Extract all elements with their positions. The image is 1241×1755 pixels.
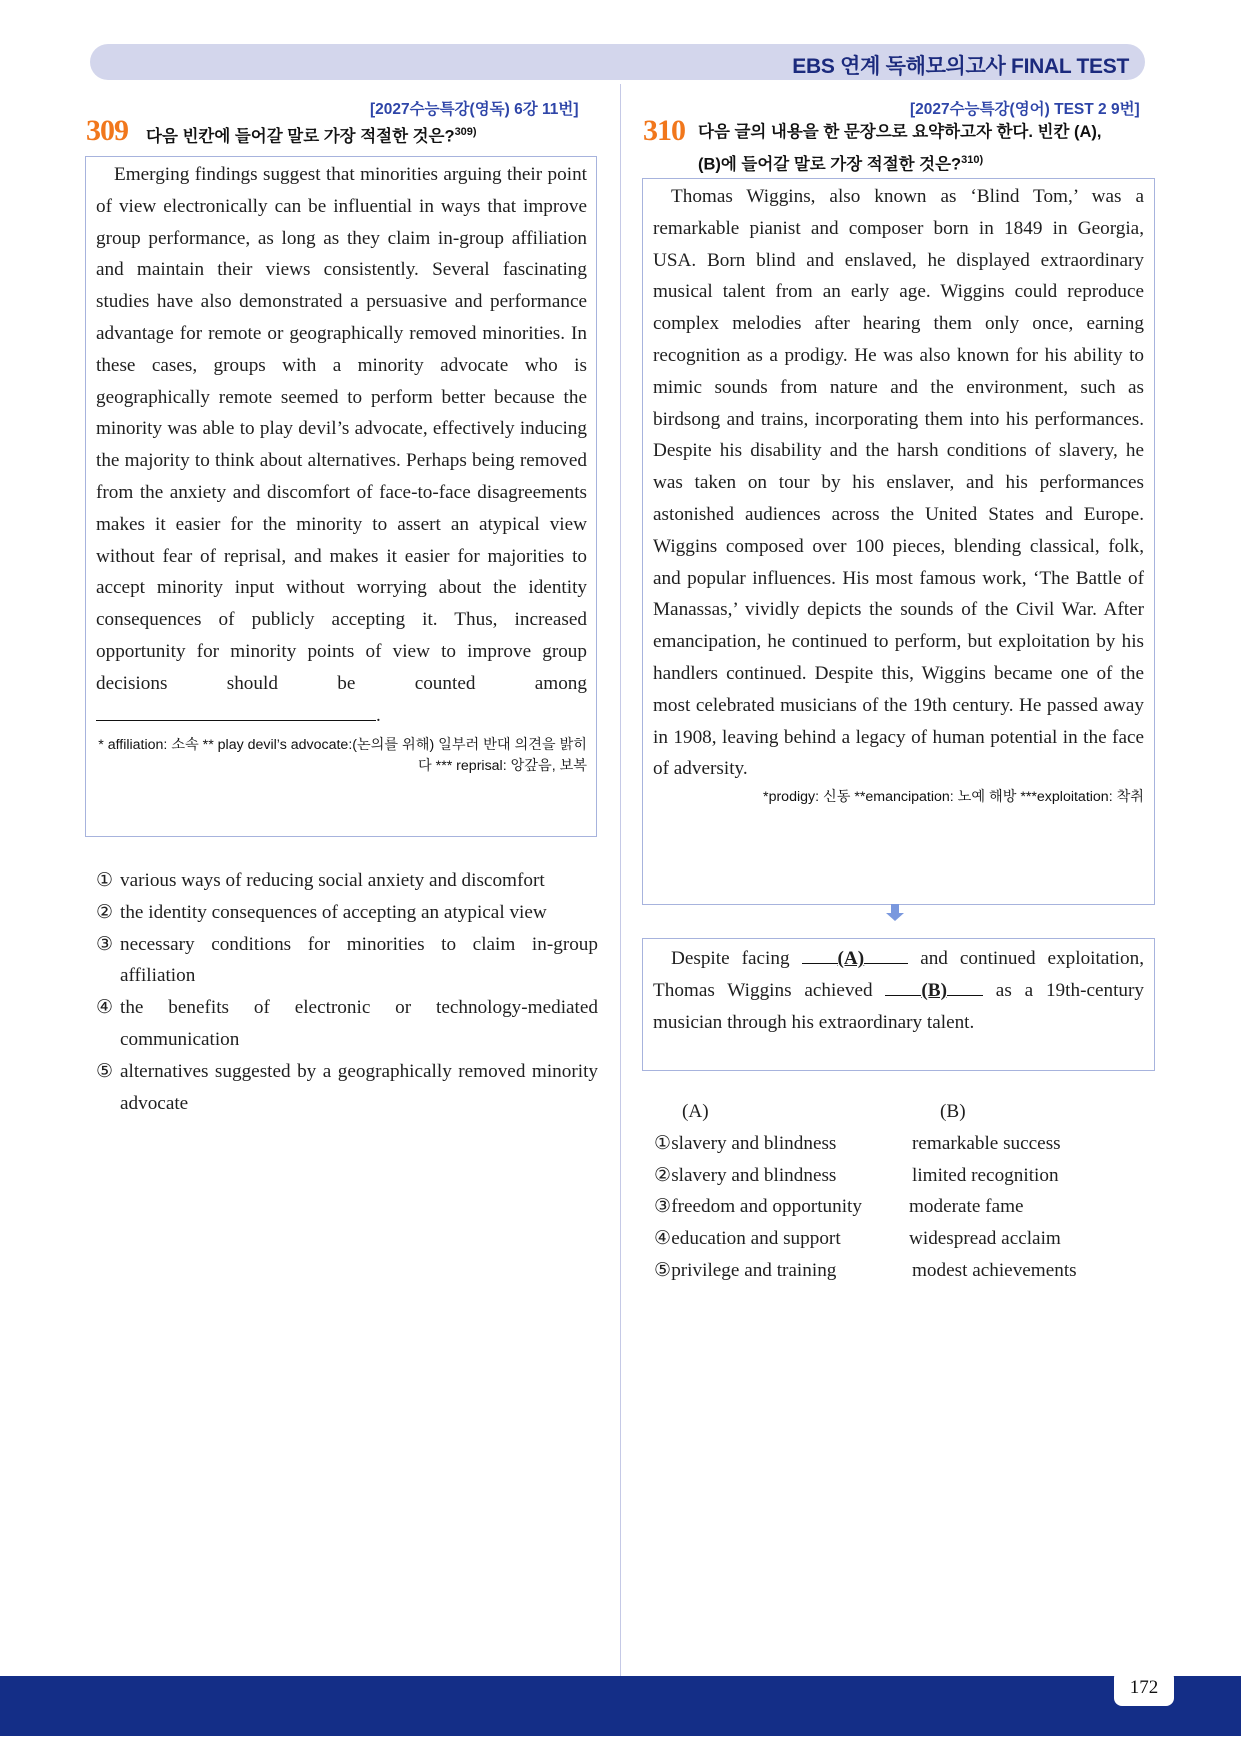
q309-blank: [96, 702, 376, 721]
option-b: widespread acclaim: [909, 1228, 1061, 1250]
choice-number: ③: [96, 933, 114, 955]
choice-text: alternatives suggested by a geographically removed minority advocate: [120, 1060, 598, 1114]
option-b: moderate fame: [909, 1196, 1024, 1218]
q310-passage: [653, 181, 1144, 785]
q309-prompt-text: 다음 빈칸에 들어갈 말로 가장 적절한 것은?: [146, 127, 455, 146]
q309-vocab-note: * affiliation: 소속 ** play devil’s advocate:(논의를 위해) 일부러 반대 의견을 밝히다 *** reprisal: 앙갚음, 보복: [98, 737, 587, 775]
option-number: ⑤: [654, 1259, 672, 1281]
option-number: ④: [654, 1228, 672, 1250]
q310-vocab-note: *prodigy: 신동 **emancipation: 노예 해방 ***exploitation: 착취: [763, 789, 1144, 806]
arrow-down-icon: [891, 904, 899, 913]
column-a-header: (A): [682, 1101, 709, 1122]
choice-text: the identity consequences of accepting an atypical view: [120, 901, 547, 923]
blank-line: [864, 945, 908, 964]
q310-option-4[interactable]: [654, 1223, 1154, 1255]
summary-text-3: as a 19th-century musician through his extraordinary talent.: [653, 979, 1144, 1033]
summary-text-2: and continued exploitation, Thomas Wiggins achieved: [653, 948, 1144, 1001]
option-number: ③: [654, 1196, 672, 1218]
q310-options: [654, 1096, 1154, 1287]
options-header: [654, 1096, 1154, 1128]
summary-blank-a: (A): [837, 948, 865, 969]
choice-text: necessary conditions for minorities to claim in-group affiliation: [120, 933, 598, 987]
page-number: 172: [1114, 1670, 1174, 1706]
q309-choice-2[interactable]: [96, 897, 598, 929]
footer-bar: [0, 1676, 1241, 1736]
q310-prompt-footnote: 310): [961, 154, 984, 166]
q309-prompt-footnote: 309): [454, 126, 477, 138]
q310-prompt: [698, 118, 1101, 179]
column-divider: [620, 84, 621, 1676]
option-number: ②: [654, 1164, 672, 1186]
choice-text: various ways of reducing social anxiety and discomfort: [120, 870, 545, 891]
header-title: EBS 연계 독해모의고사 FINAL TEST: [792, 55, 1129, 78]
q309-prompt: [146, 118, 477, 151]
q309-choice-5[interactable]: [96, 1056, 598, 1120]
q310-summary-box: [642, 938, 1155, 1071]
option-a: freedom and opportunity: [671, 1196, 862, 1218]
q310-summary: [653, 943, 1144, 1038]
q309-passage-end: .: [376, 704, 381, 726]
option-a: slavery and blindness: [671, 1132, 837, 1154]
column-b-header: (B): [940, 1101, 966, 1122]
q310-number: 310: [643, 114, 685, 147]
q309-choice-3[interactable]: [96, 929, 598, 993]
q309-choice-1[interactable]: [96, 865, 598, 897]
q310-option-5[interactable]: [654, 1255, 1154, 1287]
header-bar: [90, 44, 1145, 80]
summary-blank-b: (B): [921, 979, 947, 1001]
q309-number: 309: [86, 114, 128, 147]
option-a: privilege and training: [671, 1259, 837, 1281]
option-b: remarkable success: [912, 1132, 1061, 1154]
choice-text: the benefits of electronic or technology-mediated communication: [120, 997, 598, 1050]
q309-passage-box: [85, 156, 597, 837]
q309-choices: [96, 865, 598, 1119]
q309-choice-4[interactable]: [96, 992, 598, 1056]
option-a: slavery and blindness: [671, 1164, 837, 1186]
q310-passage-box: [642, 178, 1155, 905]
option-number: ①: [654, 1132, 672, 1154]
q310-source: [2027수능특강(영어) TEST 2 9번]: [910, 101, 1140, 118]
option-b: limited recognition: [912, 1164, 1059, 1186]
q310-prompt-line2: (B)에 들어갈 말로 가장 적절한 것은?: [698, 155, 962, 174]
summary-text-1: Despite facing: [671, 948, 790, 969]
blank-line: [802, 945, 838, 964]
q309-passage: [96, 159, 587, 731]
choice-number: ④: [96, 997, 114, 1019]
option-b: modest achievements: [912, 1259, 1077, 1281]
q310-passage-text: Thomas Wiggins, also known as ‘Blind Tom,’ was a remarkable pianist and composer born in 1849 in Georgia, USA. Born blind and enslaved, he displayed extraordinary musical talent from an early age. Wiggins could reproduce complex melodies after hearing them only once, earning recognition as a prodigy. He was also known for his ability to mimic sounds from nature and the environment, such as birdsong and trains, incorporating them into his performances. Despite his disability and the harsh conditions of slavery, he was taken on tour by his enslaver, and his performances astonished audiences across the United States and Europe. Wiggins composed over 100 pieces, blending classical, folk, and popular influences. His most famous work, ‘The Battle of Manassas,’ vividly depicts the sounds of the Civil War. After emancipation, he continued to perform, but exploitation by his handlers continued. Despite this, Wiggins became one of the most celebrated musicians of the 19th century. He passed away in 1908, leaving behind a legacy of human potential in the face of adversity.: [653, 186, 1144, 780]
q309-passage-text: Emerging findings suggest that minorities arguing their point of view electronically can be influential in ways that improve group performance, as long as they claim in-group affiliation and maintain their views consistently. Several fascinating studies have also demonstrated a persuasive and performance advantage for remote or geographically removed minorities. In these cases, groups with a minority advocate who is geographically remote seemed to perform better because the minority was able to play devil’s advocate, effectively inducing the majority to think about alternatives. Perhaps being removed from the anxiety and discomfort of face-to-face disagreements makes it easier for the minority to assert an atypical view without fear of reprisal, and makes it easier for majorities to accept minority input without worrying about the identity consequences of publicly accepting it. Thus, increased opportunity for minority points of view to improve group decisions should be counted among: [96, 164, 587, 694]
blank-line: [947, 977, 983, 996]
choice-number: ⑤: [96, 1060, 114, 1082]
q310-option-1[interactable]: [654, 1128, 1154, 1160]
q309-source: [2027수능특강(영독) 6강 11번]: [370, 101, 579, 118]
choice-number: ②: [96, 901, 114, 923]
blank-line: [885, 977, 921, 996]
q310-prompt-line1: 다음 글의 내용을 한 문장으로 요약하고자 한다. 빈칸 (A),: [698, 123, 1102, 141]
q310-option-3[interactable]: [654, 1191, 1154, 1223]
choice-number: ①: [96, 870, 114, 891]
option-a: education and support: [671, 1228, 841, 1250]
q310-option-2[interactable]: [654, 1160, 1154, 1192]
